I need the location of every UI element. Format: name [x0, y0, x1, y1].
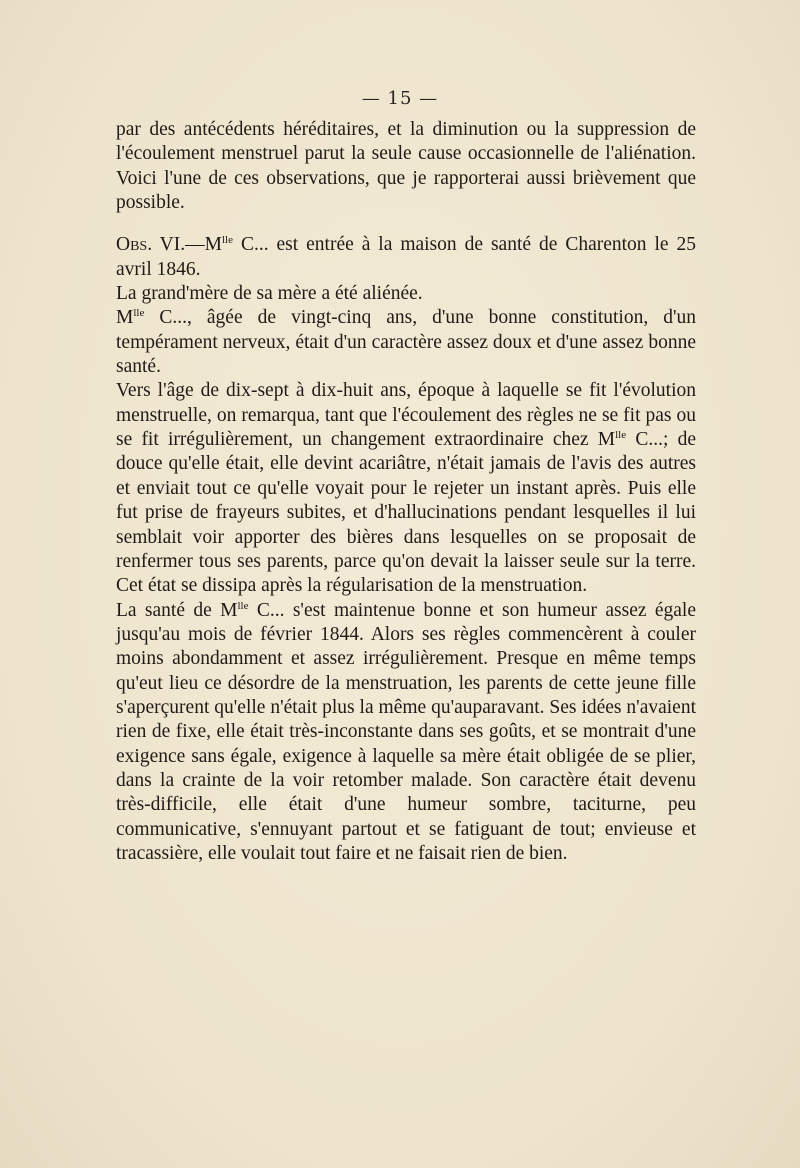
- onset-text-a: Vers l'âge de dix-sept à dix-huit ans, époque à laquelle se fit l'évolution menstruelle, on remarqua, tant que l'écoulement des règles ne se fit pas ou se fit irrégulièrement, un changement extraordinaire chez M: [116, 380, 696, 451]
- observation-label: Obs. VI.: [116, 234, 186, 256]
- paragraph-heredity: La grand'mère de sa mère a été aliénée.: [116, 283, 423, 305]
- patient-mlle: M: [116, 307, 134, 329]
- paragraph-relapse: [116, 599, 696, 867]
- onset-text-b: C...; de douce qu'elle était, elle devint acariâtre, n'était jamais de l'avis des autres et enviait tout ce qu'elle voyait pour le rejeter un instant après. Puis elle fut prise de frayeurs subites, et d'hallucinations pendant lesquelles il lui semblait voir apporter des bières dans lesquelles on se proposait de renfermer tous ses parents, parce qu'on devait la laisser seule sur la terre. Cet état se dissipa après la régularisation de la menstruation.: [116, 429, 696, 597]
- observation-mlle: M: [204, 234, 222, 256]
- relapse-text-b: C... s'est maintenue bonne et son humeur assez égale jusqu'au mois de février 1844. Alors ses règles commencèrent à couler moins abondamment et assez irrégulièrement. Presque en même temps qu'eut lieu ce désordre de la menstruation, les parents de cette jeune fille s'aperçurent qu'elle n'était plus la même qu'auparavant. Ses idées n'avaient rien de fixe, elle était très-inconstante dans ses goûts, et se montrait d'une exigence sans égale, exigence à laquelle sa mère était obligée de se plier, dans la crainte de la voir retomber malade. Son caractère était devenu très-difficile, elle était d'une humeur sombre, taciturne, peu communicative, s'ennuyant partout et se fatiguant de tout; envieuse et tracassière, elle voulait tout faire et ne faisait rien de bien.: [116, 599, 697, 864]
- patient-text: C..., âgée de vingt-cinq ans, d'une bonne constitution, d'un tempérament nerveux, était d'un caractère assez doux et d'une assez bonne santé.: [116, 307, 696, 378]
- paragraph-intro: par des antécédents héréditaires, et la diminution ou la suppression de l'écoulement menstruel parut la seule cause occasionnelle de l'aliénation. Voici l'une de ces observations, que je rapporterai aussi brièvement que possible.: [116, 119, 696, 214]
- relapse-text-a: La santé de M: [116, 599, 238, 621]
- paragraph-onset: [116, 379, 696, 598]
- paragraph-observation-heading: Obs. $VI.—M^{lle}$ C... est entrée à la maison de santé de Charenton le 25 avril 1846.: [116, 234, 697, 280]
- patient-mlle-sup: lle: [133, 307, 145, 320]
- relapse-mlle-sup: lle: [237, 599, 249, 612]
- observation-text: C... est entrée à la maison de santé de Charenton le 25 avril 1846.: [116, 234, 697, 280]
- onset-mlle-sup: lle: [615, 429, 627, 442]
- paragraph-patient: [116, 306, 696, 379]
- body-text: [116, 118, 696, 866]
- observation-mlle-sup: lle: [221, 234, 233, 247]
- page-number: — 15 —: [361, 88, 439, 109]
